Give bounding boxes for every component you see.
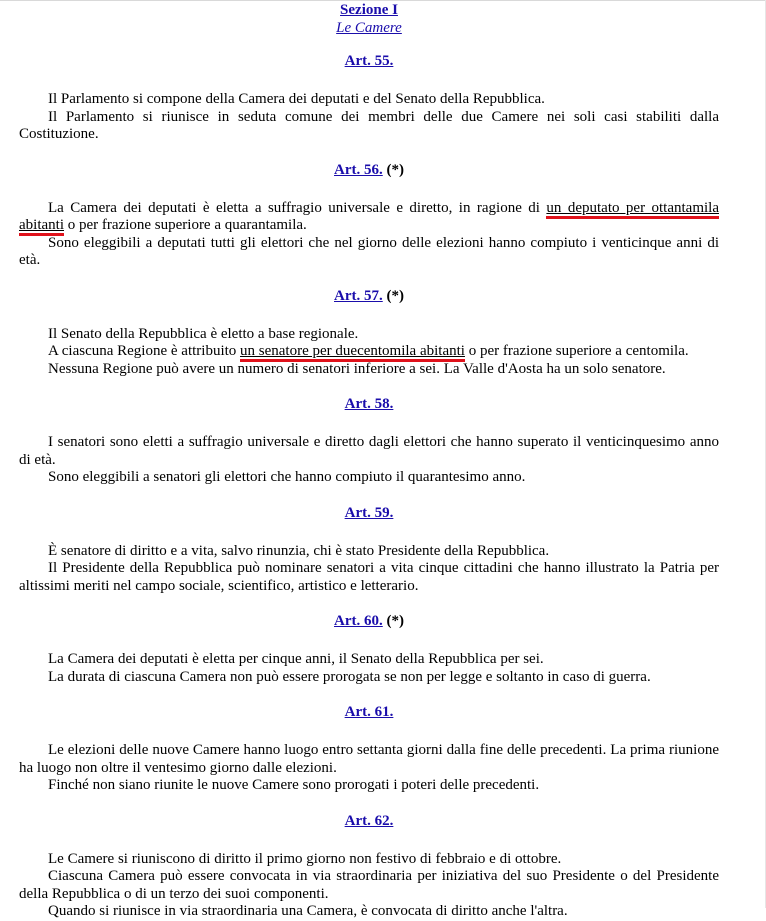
article-paragraph: Il Parlamento si compone della Camera dei deputati e del Senato della Repubblica. bbox=[48, 91, 545, 107]
spacer bbox=[19, 179, 719, 200]
article-body bbox=[19, 91, 719, 144]
spacer bbox=[19, 721, 719, 742]
spacer bbox=[19, 378, 719, 395]
article-paragraph: Sono eleggibili a senatori gli elettori che hanno compiuto il quarantesimo anno. bbox=[48, 469, 526, 485]
spacer bbox=[19, 595, 719, 612]
highlighted-text: un deputato per ottantamila abitanti bbox=[19, 200, 719, 237]
article-paragraph: La Camera dei deputati è eletta per cinque anni, il Senato della Repubblica per sei. bbox=[48, 651, 544, 667]
article-link[interactable]: Art. 56. bbox=[334, 161, 383, 178]
article-body bbox=[19, 200, 719, 270]
articles-list bbox=[19, 37, 719, 921]
article-paragraph: Sono eleggibili a deputati tutti gli elettori che nel giorno delle elezioni hanno compiuto i venticinque anni di età. bbox=[19, 234, 719, 268]
spacer bbox=[19, 522, 719, 543]
article-note: (*) bbox=[382, 287, 404, 304]
article-heading bbox=[19, 161, 719, 179]
article-link[interactable]: Art. 55. bbox=[344, 53, 394, 69]
article-heading bbox=[19, 287, 719, 305]
spacer bbox=[19, 686, 719, 703]
section-header bbox=[19, 0, 719, 37]
spacer bbox=[19, 487, 719, 504]
spacer bbox=[19, 413, 719, 434]
spacer bbox=[19, 305, 719, 326]
spacer bbox=[19, 37, 719, 52]
spacer bbox=[19, 270, 719, 287]
section-title-link[interactable]: Sezione I bbox=[340, 2, 398, 18]
article-heading bbox=[19, 52, 719, 70]
document-page bbox=[19, 0, 719, 921]
highlighted-text: un senatore per duecentomila abitanti bbox=[240, 343, 465, 362]
article-paragraph: È senatore di diritto e a vita, salvo rinunzia, chi è stato Presidente della Repubblica. bbox=[48, 542, 550, 559]
article-heading bbox=[19, 612, 719, 630]
article-paragraph: La durata di ciascuna Camera non può essere prorogata se non per legge e soltanto in caso di guerra. bbox=[48, 668, 651, 685]
article-paragraph: Ciascuna Camera può essere convocata in via straordinaria per iniziativa del suo Presidente o del Presidente della Repubblica o di un terzo dei suoi componenti. bbox=[19, 868, 719, 902]
article-paragraph: Il Parlamento si riunisce in seduta comune dei membri delle due Camere nei soli casi stabiliti dalla Costituzione. bbox=[19, 108, 719, 142]
section-subtitle-link[interactable]: Le Camere bbox=[336, 20, 402, 36]
article-link[interactable]: Art. 62. bbox=[344, 812, 394, 829]
spacer bbox=[19, 830, 719, 851]
article-paragraph: A ciascuna Regione è attribuito un senatore per duecentomila abitanti o per frazione superiore a centomila. bbox=[19, 343, 719, 361]
article-link[interactable]: Art. 58. bbox=[344, 396, 394, 412]
article-link[interactable]: Art. 57. bbox=[334, 287, 383, 304]
article-paragraph: Le elezioni delle nuove Camere hanno luogo entro settanta giorni dalla fine delle precedenti. La prima riunione ha luogo non oltre il ventesimo giorno dalle elezioni. bbox=[19, 742, 719, 776]
article-heading bbox=[19, 703, 719, 721]
spacer bbox=[19, 70, 719, 91]
article-body bbox=[19, 434, 719, 487]
article-note: (*) bbox=[382, 613, 404, 629]
spacer bbox=[19, 630, 719, 651]
article-paragraph: Le Camere si riuniscono di diritto il primo giorno non festivo di febbraio e di ottobre. bbox=[48, 850, 562, 867]
spacer bbox=[19, 144, 719, 161]
article-body bbox=[19, 742, 719, 795]
article-heading bbox=[19, 504, 719, 522]
article-body bbox=[19, 651, 719, 686]
article-body bbox=[19, 543, 719, 596]
article-note: (*) bbox=[382, 161, 404, 178]
article-paragraph: Il Presidente della Repubblica può nominare senatori a vita cinque cittadini che hanno illustrato la Patria per altissimi meriti nel campo sociale, scientifico, artistico e letterario. bbox=[19, 560, 719, 594]
article-body bbox=[19, 851, 719, 921]
article-link[interactable]: Art. 59. bbox=[344, 504, 394, 521]
article-paragraph: Quando si riunisce in via straordinaria una Camera, è convocata di diritto anche l'altra. bbox=[48, 903, 568, 919]
article-link[interactable]: Art. 60. bbox=[334, 613, 383, 629]
article-paragraph: La Camera dei deputati è eletta a suffragio universale e diretto, in ragione di un deputato per ottantamila abitanti o per frazione superiore a quarantamila. bbox=[19, 200, 719, 235]
spacer bbox=[19, 795, 719, 812]
article-body bbox=[19, 326, 719, 379]
article-paragraph: Il Senato della Repubblica è eletto a base regionale. bbox=[48, 325, 359, 342]
article-paragraph: Nessuna Regione può avere un numero di senatori inferiore a sei. La Valle d'Aosta ha un solo senatore. bbox=[48, 360, 666, 377]
article-heading bbox=[19, 812, 719, 830]
article-paragraph: Finché non siano riunite le nuove Camere sono prorogati i poteri delle precedenti. bbox=[48, 777, 540, 793]
article-paragraph: I senatori sono eletti a suffragio universale e diretto dagli elettori che hanno superato il venticinquesimo anno di età. bbox=[19, 434, 719, 468]
article-link[interactable]: Art. 61. bbox=[344, 704, 394, 720]
article-heading bbox=[19, 395, 719, 413]
